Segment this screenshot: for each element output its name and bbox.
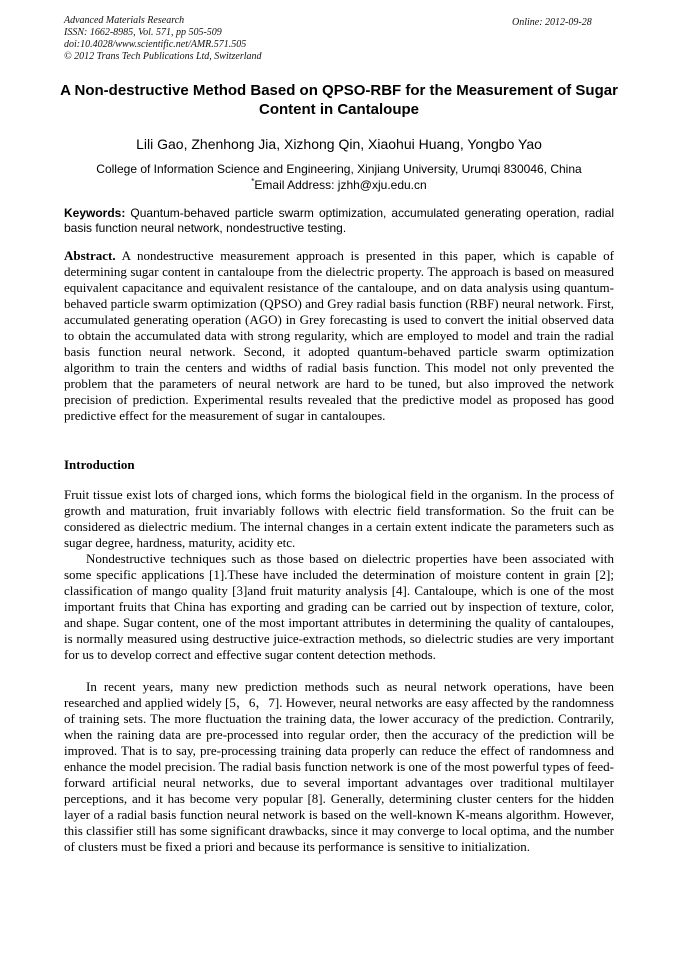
introduction-heading: Introduction: [64, 457, 135, 472]
doi-line: doi:10.4028/www.scientific.net/AMR.571.505: [64, 39, 247, 50]
paper-title: A Non-destructive Method Based on QPSO-RBF for the Measurement of Sugar Content in Cantaloupe: [60, 82, 618, 118]
abstract-block: [64, 248, 614, 424]
issn-line: ISSN: 1662-8985, Vol. 571, pp 505-509: [64, 27, 222, 38]
abstract-text: A nondestructive measurement approach is presented in this paper, which is capable of determining sugar content in cantaloupe from the dielectric property. The approach is based on measured equivalent capacitance and equivalent resistance of the cantaloupe, and on data analysis using quantum-behaved particle swarm optimization (QPSO) and Grey radial basis function (RBF) neural network. First, accumulated generating operation (AGO) in Grey forecasting is used to convert the initial observed data to obtain the accumulated data with strong regularity, which are employed to model and train the radial basis function neural network. Second, it adopted quantum-behaved particle swarm optimization algorithm to train the centers and widths of radial basis function. This model not only prevented the problem that the parameters of neural network are hard to be tuned, but also improved the network precision of prediction. Experimental results revealed that the predictive model as proposed has good predictive effect for the measurement of sugar in cantaloupes.: [64, 248, 614, 423]
intro-paragraph-2: Nondestructive techniques such as those based on dielectric properties have been associated with some specific applications [1].These have included the determination of moisture content in grain [2]; classification of mango quality [3]and fruit maturity analysis [4]. Cantaloupe, which is one of the most important fruits that China has exporting and grading can be carried out by inspection of texture, color, and shape. Sugar content, one of the most important attributes in determining the quality of cantaloupes, is normally measured using destructive juice-extraction methods, so dielectric studies are very important for us to develop correct and effective sugar content detection methods.: [64, 551, 614, 662]
copyright-line: © 2012 Trans Tech Publications Ltd, Switzerland: [64, 51, 262, 62]
abstract-label: Abstract.: [64, 248, 116, 263]
affiliation: College of Information Science and Engineering, Xinjiang University, Urumqi 830046, China: [96, 162, 582, 176]
intro-paragraph-3: In recent years, many new prediction methods such as neural network operations, have been researched and applied widely [5，6，7]. However, neural networks are easy affected by the randomness of training sets. The more fluctuation the training data, the lower accuracy of the prediction. Contrarily, when the raining data are pre-processed into regular order, then the accuracy of the prediction will be improved. That is to say, pre-processing training data properly can reduce the effect of randomness and enhance the model precision. The radial basis function network is one of the most powerful types of feed-forward artificial neural networks, due to several important advantages over traditional multilayer perceptions, and it has become very popular [8]. Generally, determining cluster centers for the hidden layer of a radial basis function neural network is based on the well-known K-means algorithm. However, this classifier still has some significant drawbacks, since it may converge to local optima, and the number of clusters must be fixed a priori and because its performance is sensitive to initialization.: [64, 679, 614, 854]
journal-name: Advanced Materials Research: [64, 15, 185, 26]
email-address: Email Address: jzhh@xju.edu.cn: [254, 178, 427, 192]
intro-paragraph-1: Fruit tissue exist lots of charged ions, which forms the biological field in the organism. In the process of growth and maturation, fruit invariably follows with electric field transformation. So the fruit can be considered as dielectric medium. The internal changes in a certain extent indicate the parameters such as sugar degree, hardness, maturity, acidity etc.: [64, 487, 614, 550]
online-date: Online: 2012-09-28: [512, 17, 592, 28]
author-list: Lili Gao, Zhenhong Jia, Xizhong Qin, Xiaohui Huang, Yongbo Yao: [136, 136, 542, 152]
keywords-text: Quantum-behaved particle swarm optimization, accumulated generating operation, radial basis function neural network, nondestructive testing.: [64, 206, 614, 235]
keywords-block: [64, 206, 614, 236]
keywords-label: Keywords:: [64, 206, 126, 220]
email-line: [40, 177, 638, 192]
email-marker: *: [251, 177, 255, 186]
